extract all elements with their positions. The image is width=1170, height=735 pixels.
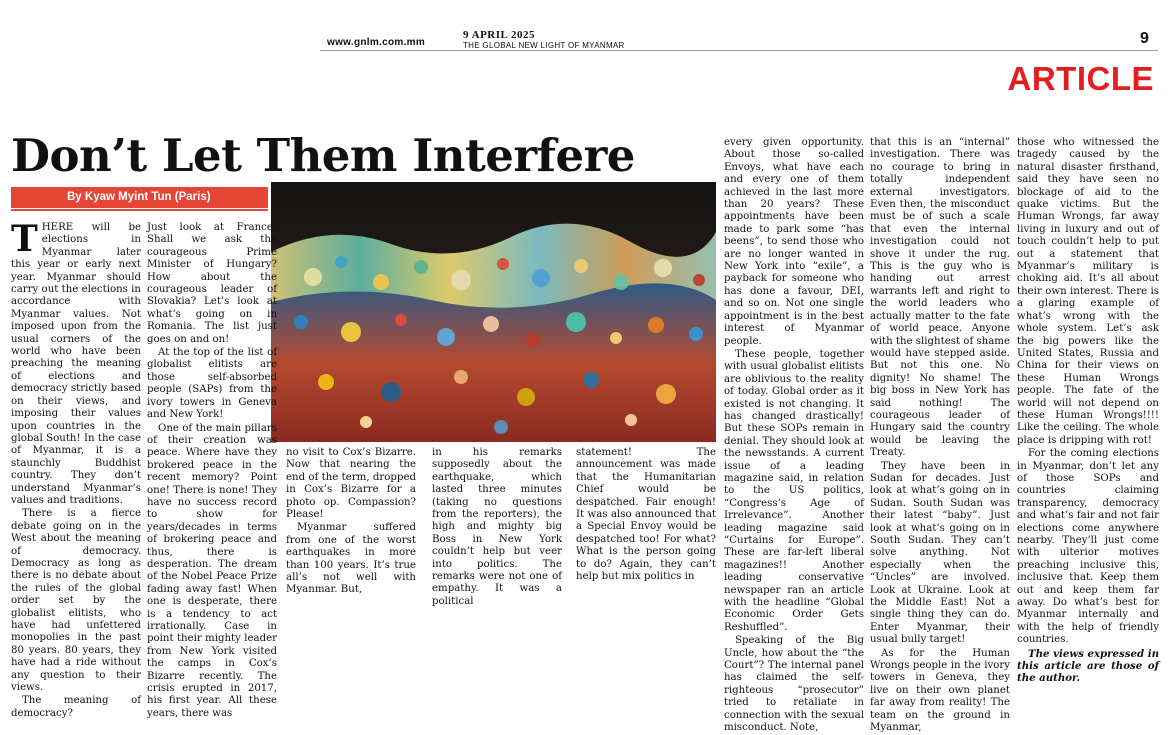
paragraph: in his remarks supposedly about the earthquake, which lasted three minutes (taking no questions from the reporters), the high and mighty big Boss in New York couldn’t help but veer into politics. The remarks were not one of empathy. It was a political (432, 447, 562, 607)
byline-underline (11, 209, 268, 211)
paragraph: Speaking of the Big Uncle, how about the “the Court”? The internal panel has claimed the self-righteous “prosecutor” tried to retaliate in connection with the sexual misconduct. Note, (724, 635, 864, 734)
article-column-2 (147, 222, 277, 719)
article-column-6 (724, 137, 864, 734)
paragraph: These people, together with usual globalist elitists are oblivious to the reality of today. Global order as it existed is not changing. It has changed drastically! But these SOPs remain in denial. They should look at the newsstands. A current issue of a leading magazine said, in relation to the US politics, “Congress’s Age of Irrelevance”. Another leading magazine said “Curtains for Europe”. These are far-left liberal magazines!! Another leading conservative newspaper ran an article with the headline “Global Economic Order Gets Reshuffled”. (724, 348, 864, 633)
issue-date: 9 APRIL 2025 (463, 29, 536, 41)
article-column-7 (870, 137, 1010, 734)
paragraph: The meaning of democracy? (11, 695, 141, 719)
paragraph: One of the main pillars of their creation was peace. Where have they brokered peace in the recent memory? Point one! There is none! They have no success record to show for years/decades in terms of brokering peace and thus, there is desperation. The dream of the Nobel Peace Prize fading away fast! When one is desperate, there is a tendency to act irrationally. Case in point their mighty leader from New York visited the camps in Cox’s Bizarre recently. The crisis erupted in 2017, his first year. All these years, there was (147, 422, 277, 719)
article-column-1 (11, 218, 141, 721)
paragraph: statement! The announcement was made that the Humanitarian Chief would be despatched. Fair enough! It was also announced that a Special Envoy would be despatched too! For what? What is the person going to do? Again, they can’t help but mix politics in (576, 447, 716, 583)
paragraph: As for the Human Wrongs people in the ivory towers in Geneva, they live on their own planet far away from reality! The team on the ground in Myanmar, (870, 647, 1010, 734)
paragraph: There is a fierce debate going on in the West about the meaning of democracy. Democracy as long as there is no debate about the rules of the global order set by the globalist elitists, who have had unfettered monopolies in the past 80 years. 80 years, they have had a ride without any question to their views. (11, 508, 141, 694)
paragraph: every given opportunity. About those so-called Envoys, what have each and every one of them achieved in the last more than 20 years? These appointments have been made to park some “has beens”, to send those who are no longer wanted in New York into “exile”, a payback for someone who has done a favour, DEI, and so on. Not one single appointment is in the best interest of Myanmar people. (724, 137, 864, 347)
paragraph: Just look at France! Shall we ask the courageous Prime Minister of Hungary? How about the courageous leader of Slovakia? Let’s look at what’s going on in Romania. The list just goes on and on! (147, 222, 277, 345)
paragraph: no visit to Cox’s Bizarre. Now that nearing the end of the term, dropped in Cox’s Bizarre for a photo op. Compassion? Please! (286, 447, 416, 521)
article-column-3 (286, 447, 416, 598)
byline: By Kyaw Myint Tun (Paris) (11, 187, 268, 208)
paragraph: At the top of the list of globalist elitists are those self-absorbed people (SAPs) from the ivory towers in Geneva and New York! (147, 347, 277, 421)
newspaper-name: THE GLOBAL NEW LIGHT OF MYANMAR (463, 41, 625, 50)
article-column-5 (576, 447, 716, 584)
paragraph: They have been in Sudan for decades. Just look at what’s going on in Sudan. South Sudan was their latest “baby”. Just look at what’s going on in South Sudan. They can’t solve anything. Not especially when the “Uncles” are involved. Look at Ukraine. Look at the Middle East! Not a single thing they can do. Enter Myanmar, their usual bully target! (870, 460, 1010, 646)
paragraph: those who witnessed the tragedy caused by the natural disaster firsthand, said they have seen no blockage of aid to the quake victims. But the Human Wrongs, far away living in luxury and out of touch couldn’t help to put out a statement that Myanmar’s military is choking aid. It’s all about their own interest. There is a glaring example of what’s wrong with the whole system. Let’s ask the big powers like the United States, Russia and China for their views on these Human Wrongs people. The fate of the world will not depend on these Human Wrongs!!!! Like the ceiling. The whole place is dripping with rot! (1017, 137, 1159, 446)
website-url[interactable]: www.gnlm.com.mm (327, 37, 426, 48)
abstract-painting-image (271, 182, 716, 442)
paragraph: Myanmar suffered from one of the worst earthquakes in more than 100 years. It’s true all’s not well with Myanmar. But, (286, 522, 416, 596)
paragraph: THERE will be elections in Myanmar later this year or early next year. Myanmar should carry out the elections in accordance with Myanmar values. Not imposed upon from the usual corners of the world who have been preaching the meaning of elections and democracy strictly based on their views, and imposing their values upon countries in the global South! In the case of Myanmar, it is a staunchly Buddhist country. They don’t understand Myanmar’s values and traditions. (11, 218, 141, 506)
article-headline: Don’t Let Them Interfere (11, 129, 635, 182)
paragraph: For the coming elections in Myanmar, don’t let any of those SOPs and countries claiming transparency, democracy and what’s fair and not fair elections come anywhere nearby. They’ll just come with ulterior motives preaching inclusive this, inclusive that. Keep them out and keep them far away. Do what’s best for Myanmar internally and with the help of friendly countries. (1017, 448, 1159, 646)
header-divider (320, 50, 1158, 51)
article-column-4 (432, 447, 562, 609)
article-photo (271, 182, 716, 442)
section-label: ARTICLE (1007, 60, 1154, 97)
author-disclaimer: The views expressed in this article are those of the author. (1017, 647, 1159, 685)
page-header (0, 28, 1170, 52)
article-column-8 (1017, 137, 1159, 685)
page-number: 9 (1140, 30, 1149, 47)
paragraph: that this is an “internal” investigation. There was no courage to bring in totally independent external investigators. Even then, the misconduct must be of such a scale that even the internal investigation could not shove it under the rug. This is the guy who is handing out arrest warrants left and right to the world leaders who actually matter to the fate of world peace. Anyone with the slightest of shame would have stepped aside. But not this one. No dignity! No shame! The big boss in New York has said nothing! The courageous leader of Hungary said the country would be leaving the Treaty. (870, 137, 1010, 459)
